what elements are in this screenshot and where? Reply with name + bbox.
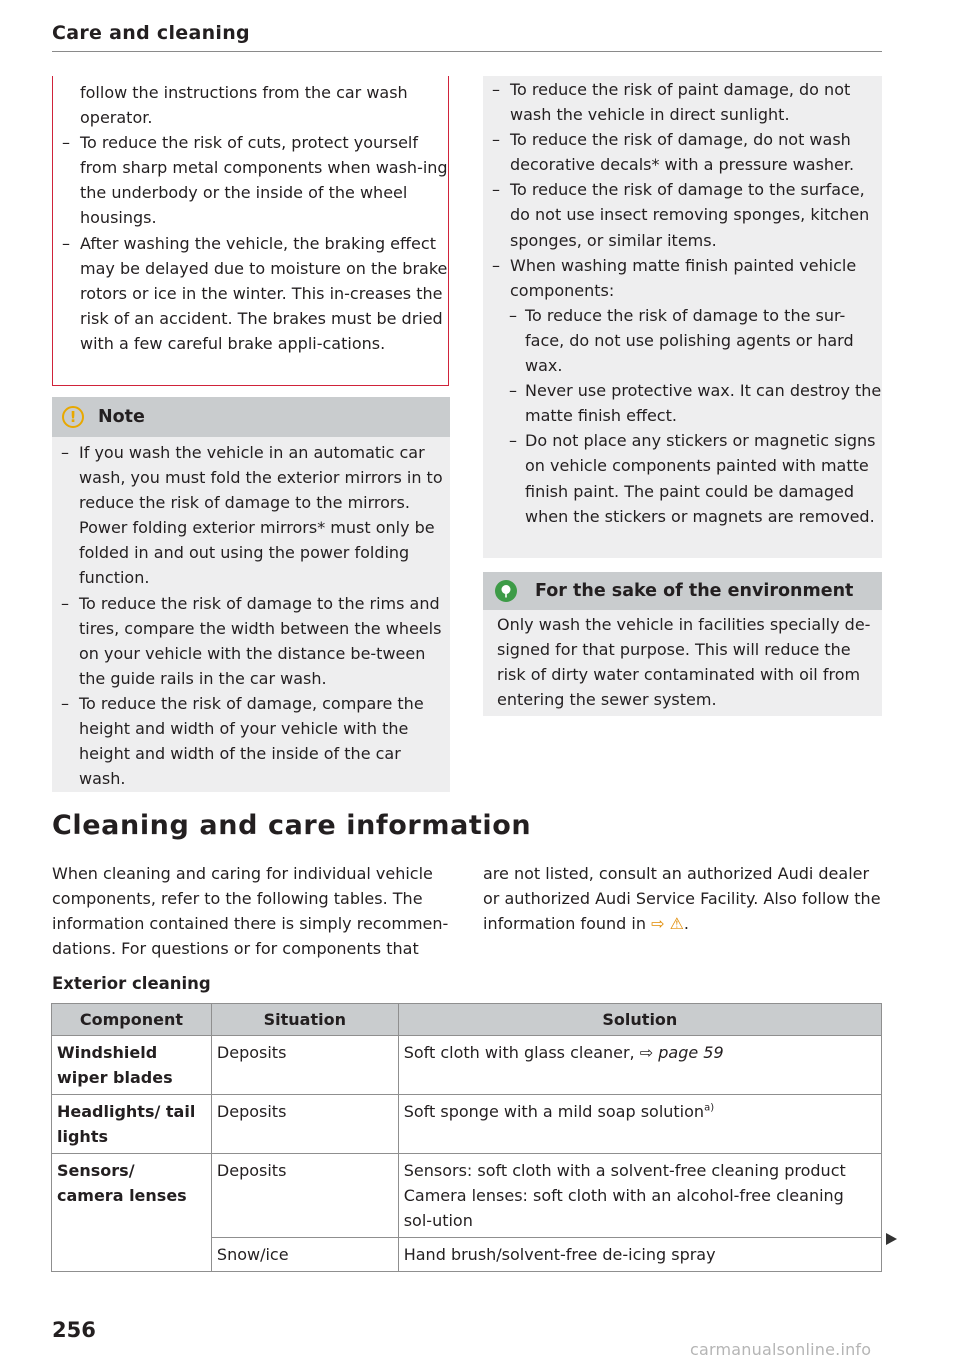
component-cell: Windshield wiper blades [52, 1036, 212, 1095]
table-row [52, 1154, 882, 1238]
note-title: Note [98, 407, 145, 427]
environment-title: For the sake of the environment [535, 581, 854, 601]
warning-lead: follow the instructions from the car wash operator. [80, 83, 408, 128]
situation-cell: Deposits [211, 1036, 398, 1095]
situation-cell: Deposits [211, 1154, 398, 1238]
footnote-marker: a) [704, 1102, 715, 1114]
note-item: – To reduce the risk of paint damage, do not wash the vehicle in direct sunlight. [483, 77, 882, 127]
solution-text: Soft cloth with glass cleaner, [403, 1043, 635, 1062]
page-reference-link[interactable]: ⇨ page 59 [639, 1043, 724, 1062]
table-row [52, 1095, 882, 1154]
solution-line: Sensors: soft cloth with a solvent-free cleaning product [403, 1161, 846, 1180]
component-cell: Headlights/ tail lights [52, 1095, 212, 1154]
warning-item: – After washing the vehicle, the braking effect may be delayed due to moisture on the brake rotors or ice in the winter. This in-creases the risk of an accident. The brakes must be dried with a few careful brake appli-cations. [53, 231, 448, 356]
note-sub-item: – Never use protective wax. It can destroy the matte finish effect. [483, 378, 882, 428]
tree-icon [495, 580, 517, 602]
section-title: Cleaning and care information [52, 810, 532, 841]
watermark: carmanualsonline.info [690, 1340, 872, 1359]
solution-text: Soft sponge with a mild soap solution [403, 1102, 705, 1121]
warning-triangle-icon[interactable]: ⚠ [669, 914, 684, 934]
exclamation-circle-icon: ! [62, 406, 84, 428]
section-intro-right [483, 861, 883, 936]
column-header: Situation [211, 1004, 398, 1036]
exterior-cleaning-heading: Exterior cleaning [52, 974, 211, 993]
exterior-cleaning-table [51, 1003, 882, 1272]
note-sub-item: – To reduce the risk of damage to the sur-face, do not use polishing agents or hard wax. [483, 303, 882, 378]
warning-box-continued [52, 76, 449, 386]
cross-reference-arrow[interactable]: ⇨ [651, 914, 665, 934]
page-number: 256 [52, 1318, 96, 1342]
solution-line: Camera lenses: soft cloth with an alcohol-free cleaning sol-ution [403, 1186, 844, 1230]
table-header-row [52, 1004, 882, 1036]
environment-body [483, 610, 882, 716]
note-continued-box [483, 76, 882, 558]
warning-item: – To reduce the risk of cuts, protect yourself from sharp metal components when wash-ing the underbody or the inside of the wheel housings. [53, 130, 448, 230]
column-header: Solution [398, 1004, 881, 1036]
intro-right-text: are not listed, consult an authorized Audi dealer or authorized Audi Service Facility. Also follow the information found in [483, 864, 881, 934]
environment-header [483, 572, 882, 610]
solution-cell [398, 1154, 881, 1238]
note-item: – When washing matte finish painted vehicle components: [483, 253, 882, 303]
note-item: – To reduce the risk of damage to the rims and tires, compare the width between the wheels on your vehicle with the distance be-tween the guide rails in the car wash. [52, 591, 450, 691]
note-item: – To reduce the risk of damage, compare the height and width of your vehicle with the height and width of the inside of the car wash. [52, 691, 450, 791]
environment-text: Only wash the vehicle in facilities specially de-signed for that purpose. This will reduce the risk of dirty water contaminated with oil from entering the sewer system. [497, 615, 871, 710]
note-header [52, 397, 450, 437]
note-item: – To reduce the risk of damage to the surface, do not use insect removing sponges, kitchen sponges, or similar items. [483, 177, 882, 252]
note-sub-item: – Do not place any stickers or magnetic signs on vehicle components painted with matte finish paint. The paint could be damaged when the stickers or magnets are removed. [483, 428, 882, 528]
continue-arrow-icon [886, 1233, 897, 1245]
solution-cell: Hand brush/solvent-free de-icing spray [398, 1238, 881, 1272]
header-rule [52, 51, 882, 52]
solution-cell [398, 1036, 881, 1095]
column-header: Component [52, 1004, 212, 1036]
note-body [52, 437, 450, 792]
situation-cell: Deposits [211, 1095, 398, 1154]
page-header-title: Care and cleaning [52, 22, 250, 44]
situation-cell: Snow/ice [211, 1238, 398, 1272]
intro-right-end: . [683, 914, 689, 934]
solution-cell [398, 1095, 881, 1154]
note-item: – If you wash the vehicle in an automatic car wash, you must fold the exterior mirrors in to reduce the risk of damage to the mirrors. Power folding exterior mirrors* must only be folded in and out using the power folding function. [52, 440, 450, 591]
note-item: – To reduce the risk of damage, do not wash decorative decals* with a pressure washer. [483, 127, 882, 177]
section-intro-left: When cleaning and caring for individual vehicle components, refer to the following tables. The information contained there is simply recommen-dations. For questions or for components that [52, 864, 449, 959]
component-cell: Sensors/ camera lenses [52, 1154, 212, 1272]
table-row [52, 1036, 882, 1095]
